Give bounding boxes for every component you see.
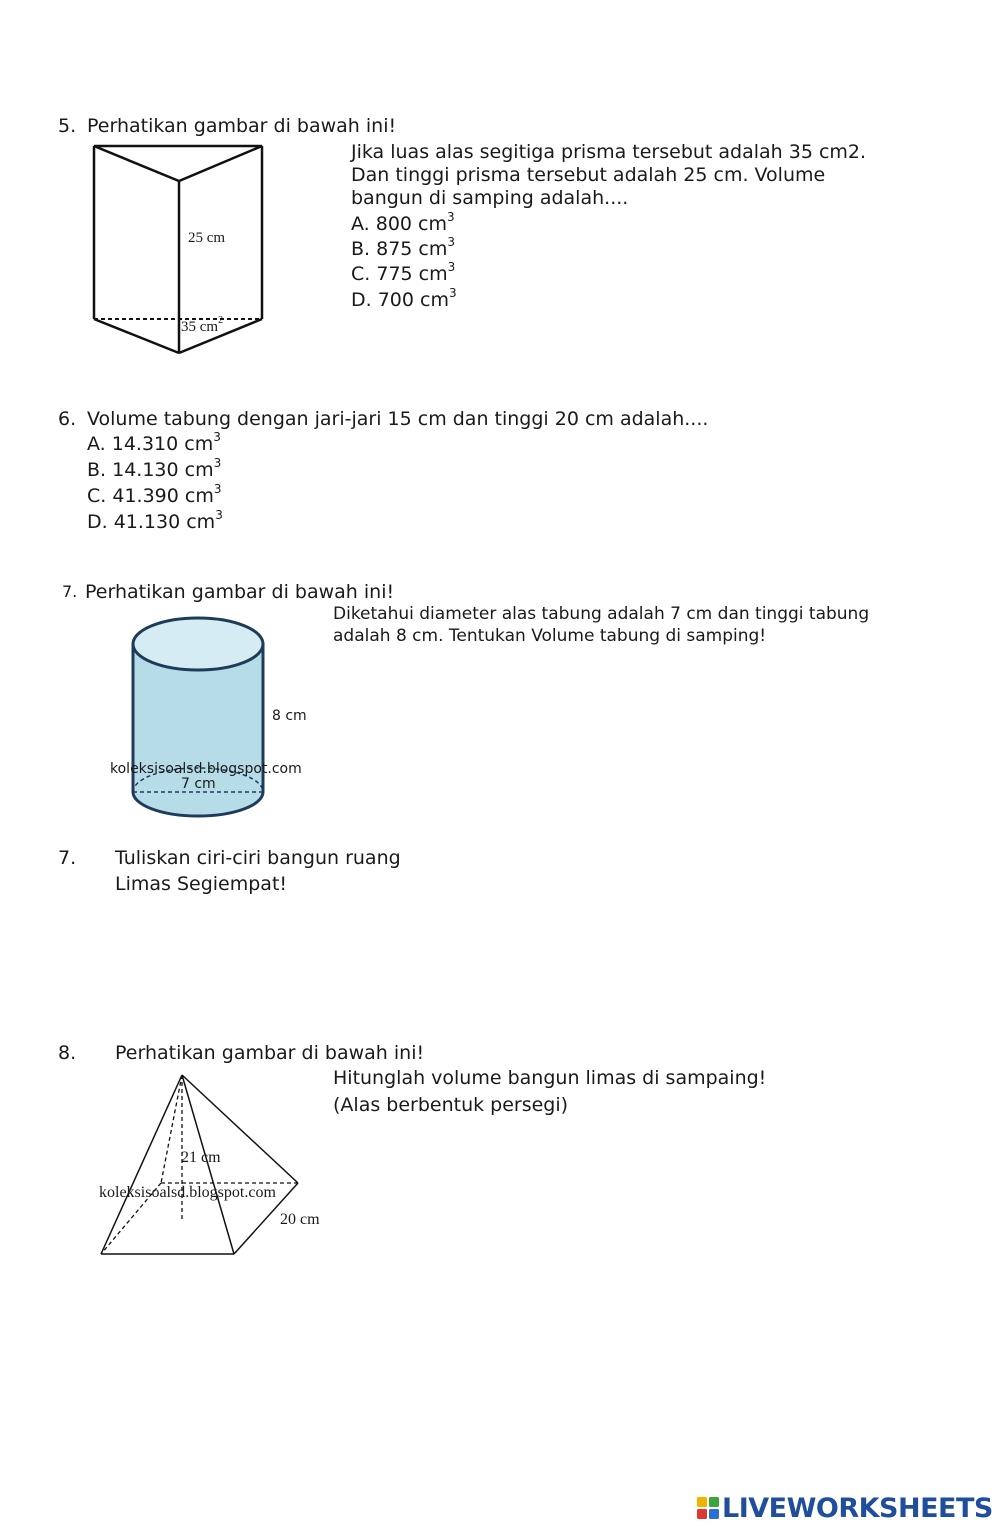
cylinder-top-face <box>133 618 263 670</box>
q6-number: 6. <box>58 408 77 430</box>
q7b-text-line1: Tuliskan ciri-ciri bangun ruang <box>115 847 401 869</box>
q5-option-b[interactable]: B. 875 $cm^3$ <box>351 234 456 260</box>
liveworksheets-logo[interactable] <box>697 1490 993 1526</box>
q7b-number: 7. <box>58 847 77 869</box>
pyramid-height-label: 21 cm <box>181 1149 221 1166</box>
cylinder-height-label: 8 cm <box>272 708 307 724</box>
q5-text-line3: bangun di samping adalah.... <box>351 187 629 209</box>
pyramid-hidden-edge-back <box>161 1075 182 1183</box>
prism-base-left <box>94 319 179 353</box>
liveworksheets-brand: LIVEWORKSHEETS <box>722 1492 993 1524</box>
q6-option-d[interactable]: D. 41.130 $cm^3$ <box>87 507 223 533</box>
q5-option-c[interactable]: C. 775 $cm^3$ <box>351 259 456 285</box>
pyramid-watermark: koleksisoalsd.blogspot.com <box>99 1184 276 1201</box>
q6-option-c[interactable]: C. 41.390 $cm^3$ <box>87 481 222 507</box>
q5-title: Perhatikan gambar di bawah ini! <box>87 115 397 137</box>
q7a-title: Perhatikan gambar di bawah ini! <box>85 581 395 603</box>
q7a-text-line2: adalah 8 cm. Tentukan Volume tabung di samping! <box>333 626 767 646</box>
cylinder-figure <box>128 612 273 830</box>
q5-option-d[interactable]: D. 700 $cm^3$ <box>351 285 457 311</box>
pyramid-side-label: 20 cm <box>280 1211 320 1228</box>
q8-title: Perhatikan gambar di bawah ini! <box>115 1042 425 1064</box>
q8-text-line2: (Alas berbentuk persegi) <box>333 1094 569 1116</box>
pyramid-edge-left <box>101 1075 182 1254</box>
q6-option-a[interactable]: A. 14.310 $cm^3$ <box>87 429 221 455</box>
prism-area-label: 35 $cm^2$ <box>181 315 224 335</box>
q5-text-line2: Dan tinggi prisma tersebut adalah 25 cm. Volume <box>351 164 826 186</box>
q6-option-b[interactable]: B. 14.130 $cm^3$ <box>87 455 222 481</box>
q5-option-a[interactable]: A. 800 $cm^3$ <box>351 209 455 235</box>
prism-top-face <box>94 146 262 181</box>
q7a-number: 7. <box>62 582 78 601</box>
q8-text-line1: Hitunglah volume bangun limas di sampaing! <box>333 1067 767 1089</box>
q6-title: Volume tabung dengan jari-jari 15 cm dan tinggi 20 cm adalah.... <box>87 408 709 430</box>
q8-number: 8. <box>58 1042 77 1064</box>
q5-text-line1: Jika luas alas segitiga prisma tersebut adalah 35 cm2. <box>351 141 867 163</box>
cylinder-watermark: koleksisoalsd.blogspot.com <box>110 761 302 777</box>
q7b-text-line2: Limas Segiempat! <box>115 873 288 895</box>
q5-number: 5. <box>58 115 77 137</box>
cylinder-diameter-label: 7 cm <box>181 776 216 792</box>
prism-height-label: 25 cm <box>188 230 226 246</box>
q7a-text-line1: Diketahui diameter alas tabung adalah 7 cm dan tinggi tabung <box>333 604 870 624</box>
liveworksheets-logo-icon <box>697 1497 719 1519</box>
